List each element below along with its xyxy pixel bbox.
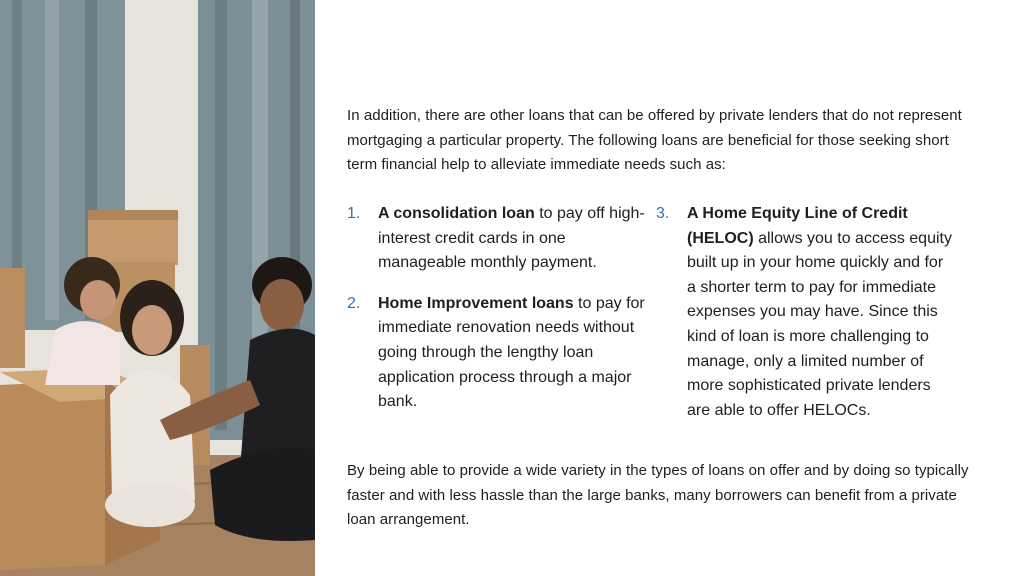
- list-item: [656, 202, 956, 423]
- list-item: [347, 202, 647, 276]
- list-item-number: 2.: [347, 294, 361, 312]
- list-item-text: to pay off high-interest credit cards in one manageable monthly payment.: [378, 205, 645, 272]
- list-item-number: 3.: [656, 205, 670, 222]
- list-item-text: allows you to access equity built up in your home quickly and for a shorter term to pay for immediate expenses you may have. Since this kind of loan is more challenging to manage, only a limited number of more sophisticated private lenders are able to offer HELOCs.: [687, 229, 952, 419]
- closing-paragraph: By being able to provide a wide variety in the types of loans on offer and by doing so typically faster and with less hassle than the large banks, many borrowers can benefit from a private loan arrangement.: [347, 462, 969, 528]
- list-column-left: [347, 202, 647, 415]
- content-area: [347, 104, 977, 178]
- list-item-title: A Home Equity Line of Credit (HELOC): [687, 205, 908, 247]
- list-item-title: A consolidation loan: [378, 205, 535, 222]
- family-packing-boxes-photo: [0, 0, 315, 576]
- list-column-right: [656, 202, 956, 423]
- intro-paragraph: In addition, there are other loans that can be offered by private lenders that do not represent mortgaging a particular property. The following loans are beneficial for those seeking short term financial help to alleviate immediate needs such as:: [347, 107, 962, 173]
- list-item-title: Home Improvement loans: [378, 294, 574, 312]
- list-item-text: to pay for immediate renovation needs without going through the lengthy loan application process through a major bank.: [378, 294, 645, 411]
- list-item: [347, 292, 647, 415]
- list-item-number: 1.: [347, 205, 361, 222]
